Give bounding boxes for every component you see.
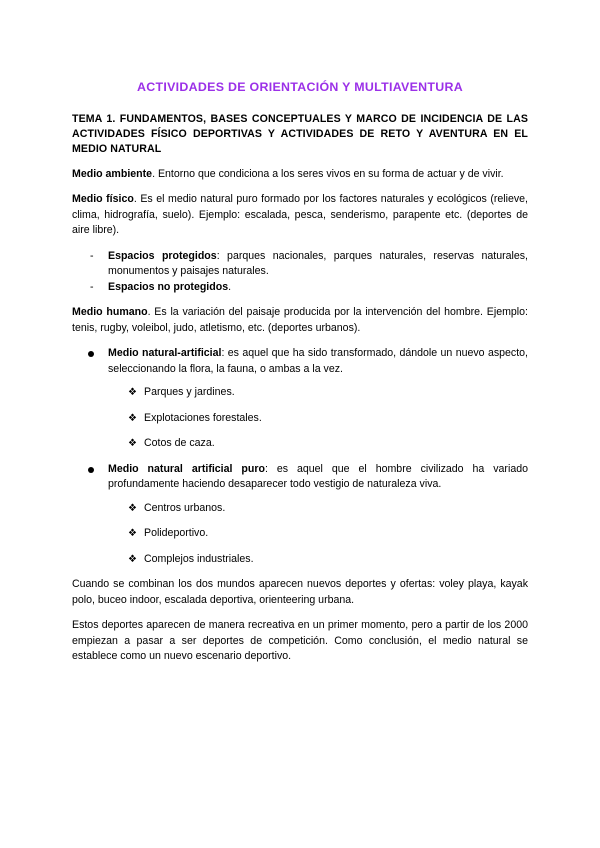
term-medio-ambiente: Medio ambiente bbox=[72, 167, 153, 180]
term-espacios-protegidos: Espacios protegidos bbox=[108, 249, 217, 262]
diamond-bullet-icon: ❖ bbox=[128, 438, 137, 449]
definition-espacios-no-protegidos: . bbox=[228, 280, 232, 293]
list-item bbox=[108, 526, 528, 542]
list-item bbox=[108, 385, 528, 401]
list-item-espacios-no-protegidos bbox=[72, 280, 528, 296]
term-natural-artificial: Medio natural-artificial bbox=[108, 347, 222, 359]
definition-artificial-puro: : es aquel que el hombre civilizado ha variado profundamente haciendo desaparecer todo vestigio de naturaleza viva. bbox=[108, 462, 528, 490]
bullet-text-artificial-puro bbox=[108, 462, 528, 493]
topic-heading: TEMA 1. FUNDAMENTOS, BASES CONCEPTUALES Y MARCO DE INCIDENCIA DE LAS ACTIVIDADES FÍSICO DEPORTIVAS Y ACTIVIDADES DE RETO Y AVENTURA EN EL MEDIO NATURAL bbox=[72, 112, 528, 155]
espacios-list bbox=[72, 249, 528, 296]
paragraph-medio-humano bbox=[72, 305, 528, 336]
definition-espacios-protegidos: : parques nacionales, parques naturales, reservas naturales, monumentos y paisajes naturales. bbox=[108, 249, 528, 277]
term-espacios-no-protegidos: Espacios no protegidos bbox=[108, 280, 229, 293]
example-text: Explotaciones forestales. bbox=[144, 411, 262, 424]
paragraph-medio-ambiente bbox=[72, 167, 528, 183]
list-item bbox=[108, 501, 528, 517]
list-item bbox=[108, 552, 528, 568]
bullet-dot-icon bbox=[88, 351, 94, 357]
artificial-puro-examples bbox=[108, 501, 528, 568]
bullet-dot-icon bbox=[88, 467, 94, 473]
definition-medio-humano: . Es la variación del paisaje producida por la intervención del hombre. Ejemplo: tenis, rugby, voleibol, judo, atletismo, etc. (deportes urbanos). bbox=[72, 306, 528, 334]
diamond-bullet-icon: ❖ bbox=[128, 387, 137, 398]
list-item-espacios-protegidos bbox=[72, 249, 528, 280]
list-item-artificial-puro bbox=[72, 462, 528, 568]
term-medio-fisico: Medio físico bbox=[72, 193, 134, 205]
paragraph-combinan: Cuando se combinan los dos mundos aparecen nuevos deportes y ofertas: voley playa, kayak polo, buceo indoor, escalada deportiva, orienteering urbana. bbox=[72, 578, 528, 606]
natural-artificial-examples bbox=[108, 385, 528, 452]
diamond-bullet-icon: ❖ bbox=[128, 502, 137, 514]
definition-natural-artificial: : es aquel que ha sido transformado, dándole un nuevo aspecto, seleccionando la flora, la fauna, o ambas a la vez. bbox=[108, 347, 528, 375]
dash-marker: - bbox=[90, 249, 94, 262]
medio-humano-types-list bbox=[72, 346, 528, 567]
dash-marker: - bbox=[90, 280, 94, 293]
paragraph-conclusion: Estos deportes aparecen de manera recreativa en un primer momento, pero a partir de los 2000 empiezan a pasar a ser deportes de competición. Como conclusión, el medio natural se establece como un nuevo escenario deportivo. bbox=[72, 619, 528, 662]
example-text: Cotos de caza. bbox=[144, 437, 215, 449]
paragraph-medio-fisico bbox=[72, 192, 528, 239]
list-item bbox=[108, 436, 528, 452]
example-text: Complejos industriales. bbox=[144, 552, 254, 565]
definition-medio-ambiente: . Entorno que condiciona a los seres vivos en su forma de actuar y de vivir. bbox=[152, 167, 504, 180]
document-title: ACTIVIDADES DE ORIENTACIÓN Y MULTIAVENTURA bbox=[136, 80, 464, 94]
example-text: Parques y jardines. bbox=[144, 386, 235, 398]
diamond-bullet-icon: ❖ bbox=[128, 528, 137, 539]
bullet-text-natural-artificial bbox=[108, 346, 528, 377]
diamond-bullet-icon: ❖ bbox=[128, 412, 137, 424]
term-artificial-puro: Medio natural artificial puro bbox=[108, 462, 265, 475]
example-text: Centros urbanos. bbox=[144, 501, 226, 514]
diamond-bullet-icon: ❖ bbox=[128, 553, 137, 565]
term-medio-humano: Medio humano bbox=[72, 306, 148, 318]
list-item bbox=[108, 411, 528, 427]
definition-medio-fisico: . Es el medio natural puro formado por los factores naturales y ecológicos (relieve, clima, hidrografía, suelo). Ejemplo: escalada, pesca, senderismo, parapente etc. (deportes de aire libre). bbox=[72, 193, 528, 236]
example-text: Polideportivo. bbox=[144, 527, 209, 539]
list-item-natural-artificial bbox=[72, 346, 528, 452]
